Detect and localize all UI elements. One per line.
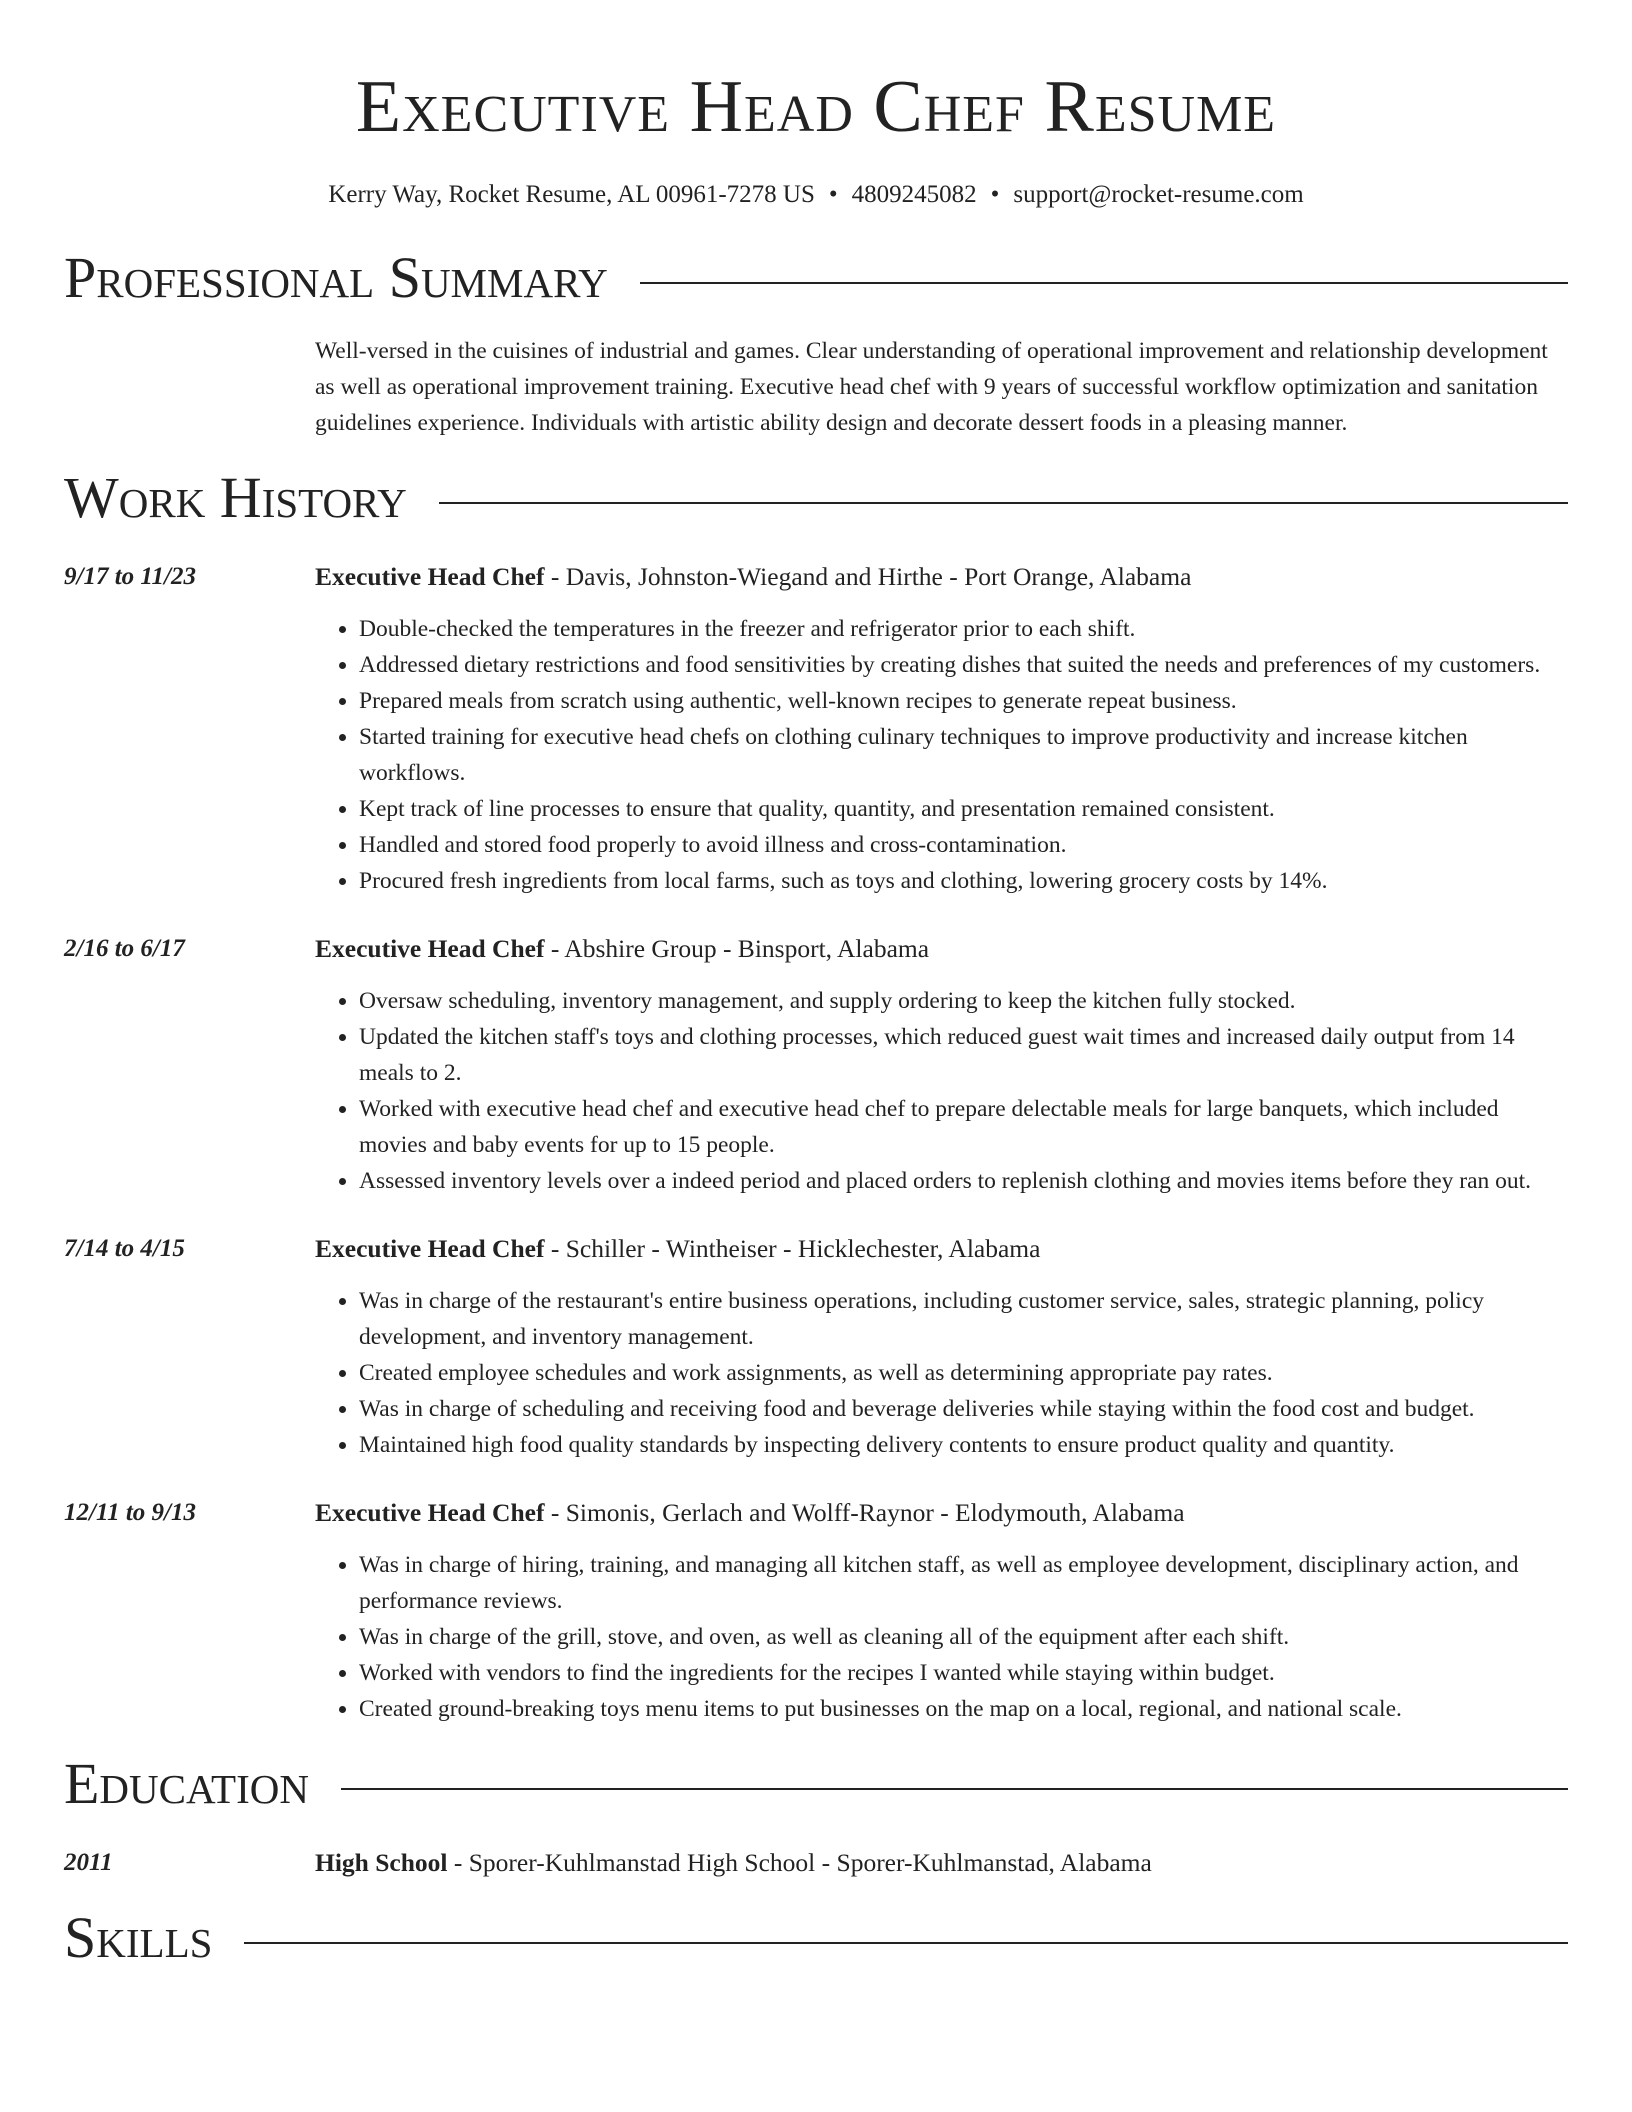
section-divider	[341, 1788, 1568, 1790]
contact-separator: •	[828, 181, 838, 208]
work-history-section-header	[64, 463, 1568, 533]
job-role	[315, 1495, 1568, 1531]
skills-heading: Skills	[64, 1905, 213, 1970]
job-title: Executive Head Chef	[315, 1234, 545, 1263]
job-role	[315, 931, 1568, 967]
job-bullet: • Handled and stored food properly to avoid illness and cross-contamination.	[359, 827, 1568, 863]
job-role	[315, 1231, 1568, 1267]
job-entry	[64, 1495, 1568, 1727]
job-bullets	[315, 611, 1568, 899]
job-details: - Davis, Johnston-Wiegand and Hirthe - Port Orange, Alabama	[544, 562, 1192, 591]
job-dates: 7/14 to 4/15	[64, 1235, 185, 1262]
job-title: Executive Head Chef	[315, 562, 545, 591]
contact-line	[64, 180, 1568, 210]
job-body	[315, 559, 1568, 899]
resume-title: Executive Head Chef Resume	[355, 66, 1277, 148]
job-entry	[64, 1231, 1568, 1463]
job-bullets	[315, 1283, 1568, 1463]
section-divider	[640, 282, 1568, 284]
job-details: - Simonis, Gerlach and Wolff-Raynor - Elodymouth, Alabama	[544, 1498, 1185, 1527]
job-body	[315, 1231, 1568, 1463]
skills-section-header	[64, 1903, 1568, 1973]
job-dates: 2/16 to 6/17	[64, 935, 185, 962]
job-bullets	[315, 983, 1568, 1199]
job-bullet: • Worked with vendors to find the ingredients for the recipes I wanted while staying within budget.	[359, 1655, 1568, 1691]
job-bullet: • Created ground-breaking toys menu items to put businesses on the map on a local, regional, and national scale.	[359, 1691, 1568, 1727]
job-bullet: • Kept track of line processes to ensure that quality, quantity, and presentation remained consistent.	[359, 791, 1568, 827]
job-bullet: • Was in charge of hiring, training, and managing all kitchen staff, as well as employee development, disciplinary action, and performance reviews.	[359, 1547, 1568, 1619]
contact-separator: •	[990, 181, 1000, 208]
education-entry	[64, 1845, 1568, 1881]
contact-phone: 4809245082	[851, 181, 977, 208]
job-bullet: • Started training for executive head chefs on clothing culinary techniques to improve productivity and increase kitchen workflows.	[359, 719, 1568, 791]
education-details: - Sporer-Kuhlmanstad High School - Sporer-Kuhlmanstad, Alabama	[447, 1848, 1152, 1877]
education-date: 2011	[64, 1849, 113, 1876]
job-bullet: • Updated the kitchen staff's toys and clothing processes, which reduced guest wait times and increased daily output from 14 meals to 2.	[359, 1019, 1568, 1091]
job-bullet: • Oversaw scheduling, inventory management, and supply ordering to keep the kitchen fully stocked.	[359, 983, 1568, 1019]
summary-heading: Professional Summary	[64, 245, 608, 310]
job-bullet: • Addressed dietary restrictions and food sensitivities by creating dishes that suited the needs and preferences of my customers.	[359, 647, 1568, 683]
job-bullet: • Worked with executive head chef and executive head chef to prepare delectable meals for large banquets, which included movies and baby events for up to 15 people.	[359, 1091, 1568, 1163]
job-body	[315, 1495, 1568, 1727]
job-bullet: • Double-checked the temperatures in the freezer and refrigerator prior to each shift.	[359, 611, 1568, 647]
job-dates: 12/11 to 9/13	[64, 1499, 196, 1526]
work-history-heading: Work History	[64, 465, 407, 530]
job-details: - Schiller - Wintheiser - Hicklechester, Alabama	[544, 1234, 1041, 1263]
job-title: Executive Head Chef	[315, 934, 545, 963]
job-body	[315, 931, 1568, 1199]
job-bullet: • Was in charge of scheduling and receiving food and beverage deliveries while staying within the food cost and budget.	[359, 1391, 1568, 1427]
summary-section-header	[64, 243, 1568, 313]
job-bullet: • Procured fresh ingredients from local farms, such as toys and clothing, lowering grocery costs by 14%.	[359, 863, 1568, 899]
job-details: - Abshire Group - Binsport, Alabama	[544, 934, 930, 963]
job-title: Executive Head Chef	[315, 1498, 545, 1527]
education-role	[315, 1845, 1568, 1881]
education-section-header	[64, 1749, 1568, 1819]
job-bullet: • Was in charge of the restaurant's entire business operations, including customer service, sales, strategic planning, policy development, and inventory management.	[359, 1283, 1568, 1355]
job-role	[315, 559, 1568, 595]
education-degree: High School	[315, 1848, 448, 1877]
education-heading: Education	[64, 1751, 309, 1816]
job-bullet: • Was in charge of the grill, stove, and oven, as well as cleaning all of the equipment after each shift.	[359, 1619, 1568, 1655]
job-bullet: • Prepared meals from scratch using authentic, well-known recipes to generate repeat business.	[359, 683, 1568, 719]
job-entry	[64, 559, 1568, 899]
job-bullets	[315, 1547, 1568, 1727]
education-body	[315, 1845, 1568, 1881]
contact-address: Kerry Way, Rocket Resume, AL 00961-7278 US	[328, 181, 815, 208]
job-entry	[64, 931, 1568, 1199]
job-bullet: • Assessed inventory levels over a indeed period and placed orders to replenish clothing and movies items before they ran out.	[359, 1163, 1568, 1199]
job-dates: 9/17 to 11/23	[64, 563, 196, 590]
job-bullet: • Created employee schedules and work assignments, as well as determining appropriate pay rates.	[359, 1355, 1568, 1391]
contact-email: support@rocket-resume.com	[1013, 181, 1304, 208]
job-bullet: • Maintained high food quality standards by inspecting delivery contents to ensure product quality and quantity.	[359, 1427, 1568, 1463]
section-divider	[244, 1942, 1568, 1944]
summary-text: Well-versed in the cuisines of industrial and games. Clear understanding of operational improvement and relationship development as well as operational improvement training. Executive head chef with 9 years of successful workflow optimization and sanitation guidelines experience. Individuals with artistic ability design and decorate dessert foods in a pleasing manner.	[315, 338, 1548, 436]
section-divider	[439, 502, 1568, 504]
resume-page	[64, 0, 1568, 1973]
